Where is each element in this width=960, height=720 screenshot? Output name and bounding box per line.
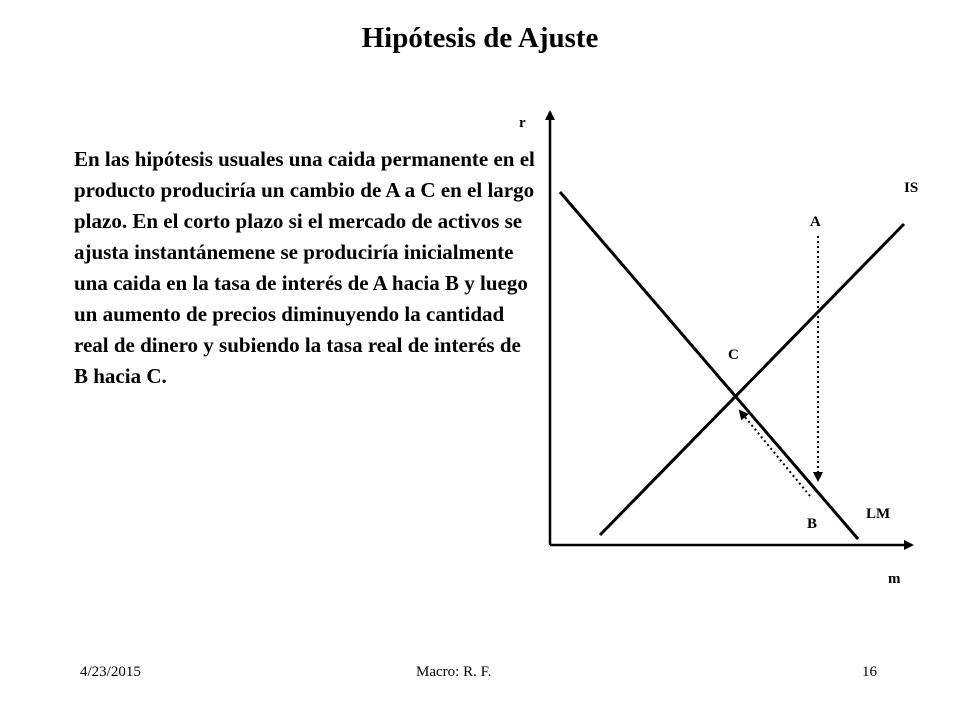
slide-title: Hipótesis de Ajuste [361,22,599,54]
x-axis-label: m [888,571,901,587]
is-curve [600,224,904,535]
footer-course: Macro: R. F. [416,664,492,680]
body-text: En las hipótesis usuales una caida permanente en el producto produciría un cambio de A a C en el largo plazo. En el corto plazo si el mercado de activos se ajusta instantánemene se produciría inicialmente una caida en la tasa de interés de A hacia B y luego un aumento de precios diminuyendo la cantidad real de dinero y subiendo la tasa real de interés de B hacia C. [74,147,535,388]
point-c-label: C [728,347,739,363]
y-axis-label: r [519,115,526,131]
footer-page-number: 16 [862,664,877,680]
lm-curve [560,192,858,539]
lm-curve-label: LM [866,506,891,522]
b-to-c-arrow [740,411,810,496]
is-curve-label: IS [904,180,919,196]
point-b-label: B [807,516,818,532]
point-a-label: A [810,214,821,230]
footer-date: 4/23/2015 [80,664,141,680]
